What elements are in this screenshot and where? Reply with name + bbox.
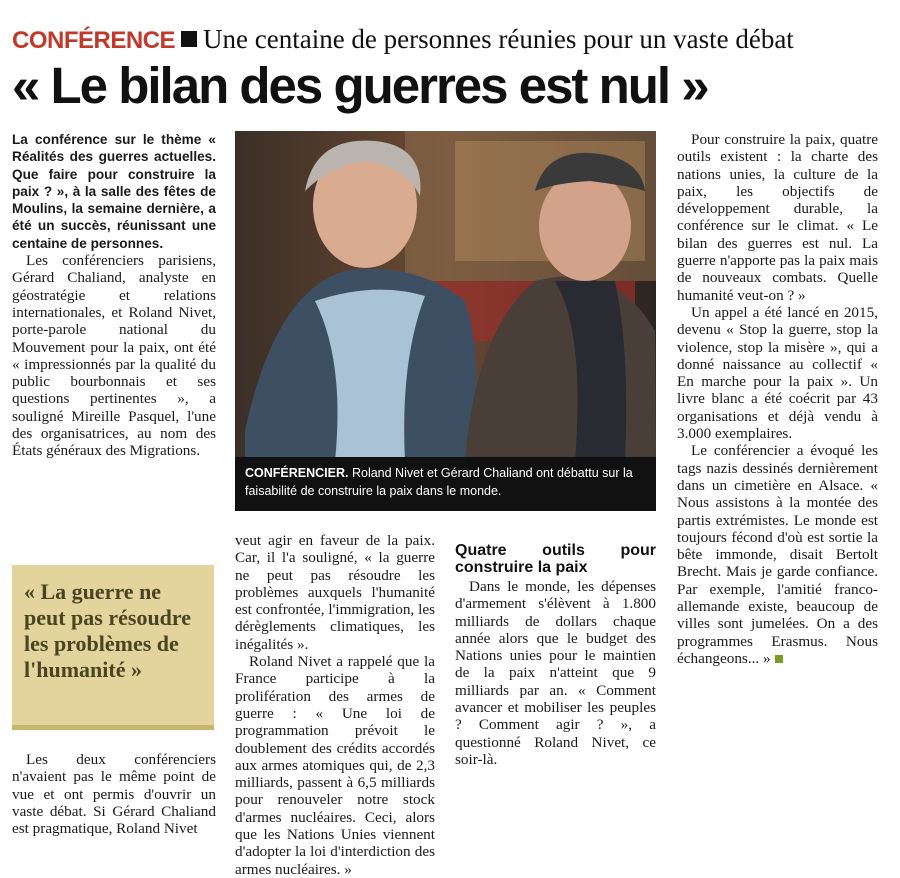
photo-caption (235, 457, 656, 511)
body-paragraph-2-continued: veut agir en faveur de la paix. Car, il l'a souligné, « la guerre ne peut pas résoudre les problèmes auxquels l'humanité est confrontée, l'immigration, les dérèglements climatiques, les inégalités ». (235, 532, 435, 653)
text-column-3 (455, 532, 656, 768)
end-of-article-icon (775, 655, 783, 663)
text-column-4 (677, 131, 878, 667)
body-paragraph-2-start: Les deux conférenciers n'avaient pas le même point de vue et ont permis d'ouvrir un vaste débat. Si Gérard Chaliand est pragmatique, Roland Nivet (12, 751, 216, 838)
caption-text: Roland Nivet et Gérard Chaliand ont débattu sur la faisabilité de construire la paix dans le monde. (245, 466, 633, 498)
square-bullet-icon (181, 31, 197, 47)
article-photo (235, 131, 656, 511)
kicker-line (12, 24, 794, 58)
body-paragraph-5: Pour construire la paix, quatre outils existent : la charte des nations unies, la culture de la paix, les objectifs de développement durable, la conférence sur le climat. « Le bilan des guerres est nul. La guerre n'apporte pas la paix mais de nouveaux combats. Quelle humanité veut-on ? » (677, 131, 878, 304)
body-paragraph-6: Un appel a été lancé en 2015, devenu « Stop la guerre, stop la violence, stop la misère », qui a donné naissance au collectif « En marche pour la paix ». Un livre blanc a été coécrit par 43 organisations et déjà vendu à 3.000 exemplaires. (677, 303, 878, 443)
body-paragraph-7 (677, 442, 878, 667)
rubric-label: CONFÉRENCE (12, 27, 176, 54)
photo-illustration (235, 131, 656, 511)
body-paragraph-1: Les conférenciers parisiens, Gérard Chaliand, analyste en géostratégie et relations internationales, et Roland Nivet, porte-parole national du Mouvement pour la paix, ont été « impressionnés par la qualité du public bourbonnais et ses questions pertinentes », a souligné Mireille Pasquel, l'une des organisatrices, au nom des États généraux des Migrations. (12, 252, 216, 460)
body-paragraph-4: Dans le monde, les dépenses d'armement s'élèvent à 1.800 milliards de dollars chaque année alors que le budget des Nations unies pour le maintien de la paix n'atteint que 9 milliards par an. « Comment avancer et mobiliser les peuples ? Comment agir ? », a questionné Roland Nivet, ce soir-là. (455, 578, 656, 768)
pull-quote-box (12, 565, 214, 730)
body-paragraph-7-text: Le conférencier a évoqué les tags nazis dessinés dernièrement dans un cimetière en Alsace. « Nous assistons à la montée des partis extrémistes. Le monde est toujours fécond d'où est sortie la bête immonde, disait Bertolt Brecht. Mais je garde confiance. Par exemple, l'amitié franco-allemande existe, beaucoup de villes sont jumelées. On a des programmes Erasmus. Nous échangeons... » (677, 442, 878, 667)
section-subhead: Quatre outils pour construire la paix (455, 542, 656, 576)
caption-label: CONFÉRENCIER. (245, 466, 349, 480)
text-column-1 (12, 131, 216, 460)
lead-paragraph: La conférence sur le thème « Réalités des guerres actuelles. Que faire pour construire la paix ? », à la salle des fêtes de Moulins, la semaine dernière, a été un succès, réunissant une centaine de personnes. (12, 132, 216, 251)
article-subtitle: Une centaine de personnes réunies pour un vaste débat (203, 24, 794, 54)
article-headline: « Le bilan des guerres est nul » (12, 57, 708, 114)
text-column-1-bottom (12, 751, 216, 837)
pull-quote-text: « La guerre ne peut pas résoudre les problèmes de l'humanité » (24, 579, 192, 682)
text-column-2 (235, 532, 435, 878)
body-paragraph-3: Roland Nivet a rappelé que la France participe à la prolifération des armes de guerre : « Une loi de programmation prévoit le doublement des crédits accordés aux armes atomiques qui, de 2,3 milliards, passent à 6,5 milliards pour renouveler notre stock d'armes nucléaires. Ceci, alors que les Nations Unies viennent d'adopter la loi d'interdiction des armes nucléaires. » (235, 653, 435, 878)
